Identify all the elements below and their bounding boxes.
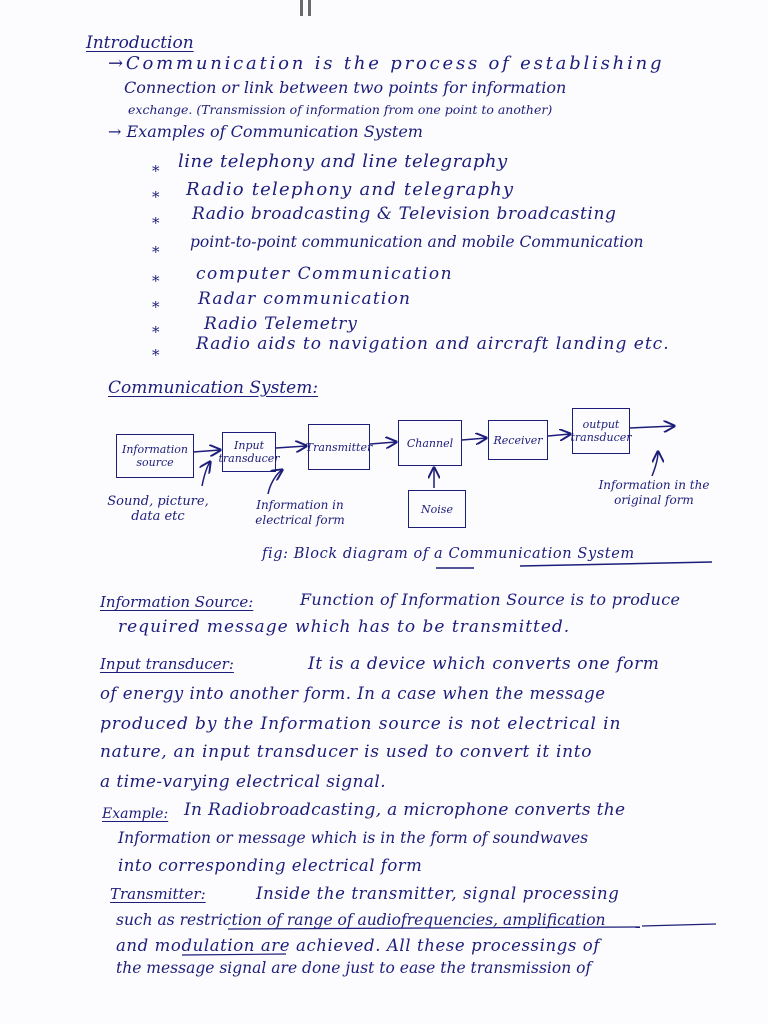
example-item-5: computer Communication: [196, 264, 454, 284]
input-transducer-line-1: It is a device which converts one form: [308, 654, 660, 674]
intro-heading: Introduction: [86, 33, 194, 53]
underline-modulation: [182, 954, 286, 955]
block-input-transducer: Input transducer: [222, 432, 276, 472]
example-item-3: Radio broadcasting & Television broadcasting: [192, 204, 617, 224]
input-transducer-line-3: produced by the Information source is not electrical in: [100, 714, 622, 734]
intro-line-3: exchange. (Transmission of information from one point to another): [128, 102, 553, 117]
example-item-1: line telephony and line telegraphy: [178, 151, 508, 172]
examples-heading: → Examples of Communication System: [108, 122, 423, 141]
example-item-2: Radio telephony and telegraphy: [186, 179, 515, 200]
bullet-6: *: [152, 298, 160, 316]
underline-amplification: [642, 924, 716, 926]
block-channel: Channel: [398, 420, 462, 466]
block-noise: Noise: [408, 490, 466, 528]
term-example: Example:: [102, 806, 169, 822]
info-source-line-2: required message which has to be transmitted.: [118, 617, 571, 637]
term-information-source: Information Source:: [100, 593, 254, 611]
bullet-4: *: [152, 243, 160, 261]
transmitter-line-4: the message signal are done just to ease the transmission of: [116, 959, 592, 977]
bullet-5: *: [152, 272, 160, 290]
underline-restriction: [228, 927, 640, 929]
example-line-1: In Radiobroadcasting, a microphone converts the: [184, 800, 626, 820]
block-information-source: Information source: [116, 434, 194, 478]
block-transmitter: Transmitter: [308, 424, 370, 470]
bullet-3: *: [152, 214, 160, 232]
term-transmitter: Transmitter:: [110, 885, 206, 903]
example-item-4: point-to-point communication and mobile Communication: [190, 233, 644, 251]
bullet-8: *: [152, 346, 160, 364]
example-item-7: Radio Telemetry: [204, 314, 358, 334]
input-transducer-line-4: nature, an input transducer is used to convert it into: [100, 742, 593, 762]
intro-line-1: →Communication is the process of establishing: [108, 53, 665, 74]
block-output-transducer: output transducer: [572, 408, 630, 454]
transmitter-line-1: Inside the transmitter, signal processing: [256, 884, 620, 903]
example-item-6: Radar communication: [198, 289, 412, 309]
example-item-8: Radio aids to navigation and aircraft landing etc.: [196, 334, 670, 354]
label-info-electrical: Information in electrical form: [255, 498, 345, 527]
bullet-7: *: [152, 323, 160, 341]
transmitter-line-2: such as restriction of range of audiofrequencies, amplification: [116, 911, 606, 929]
bullet-1: *: [152, 162, 160, 180]
block-receiver: Receiver: [488, 420, 548, 460]
term-input-transducer: Input transducer:: [100, 655, 234, 673]
label-sound-picture: Sound, picture, data etc: [107, 494, 209, 524]
transmitter-line-3: and modulation are achieved. All these processings of: [116, 936, 601, 955]
comm-system-heading: Communication System:: [108, 378, 319, 398]
label-info-original: Information in the original form: [598, 478, 710, 507]
example-line-3: into corresponding electrical form: [118, 856, 423, 875]
bullet-2: *: [152, 188, 160, 206]
intro-line-2: Connection or link between two points for information: [124, 78, 567, 97]
info-source-line-1: Function of Information Source is to produce: [300, 590, 681, 609]
input-transducer-line-2: of energy into another form. In a case when the message: [100, 684, 606, 703]
diagram-caption: fig: Block diagram of a Communication System: [262, 546, 635, 562]
example-line-2: Information or message which is in the form of soundwaves: [118, 829, 589, 847]
input-transducer-line-5: a time-varying electrical signal.: [100, 772, 387, 792]
